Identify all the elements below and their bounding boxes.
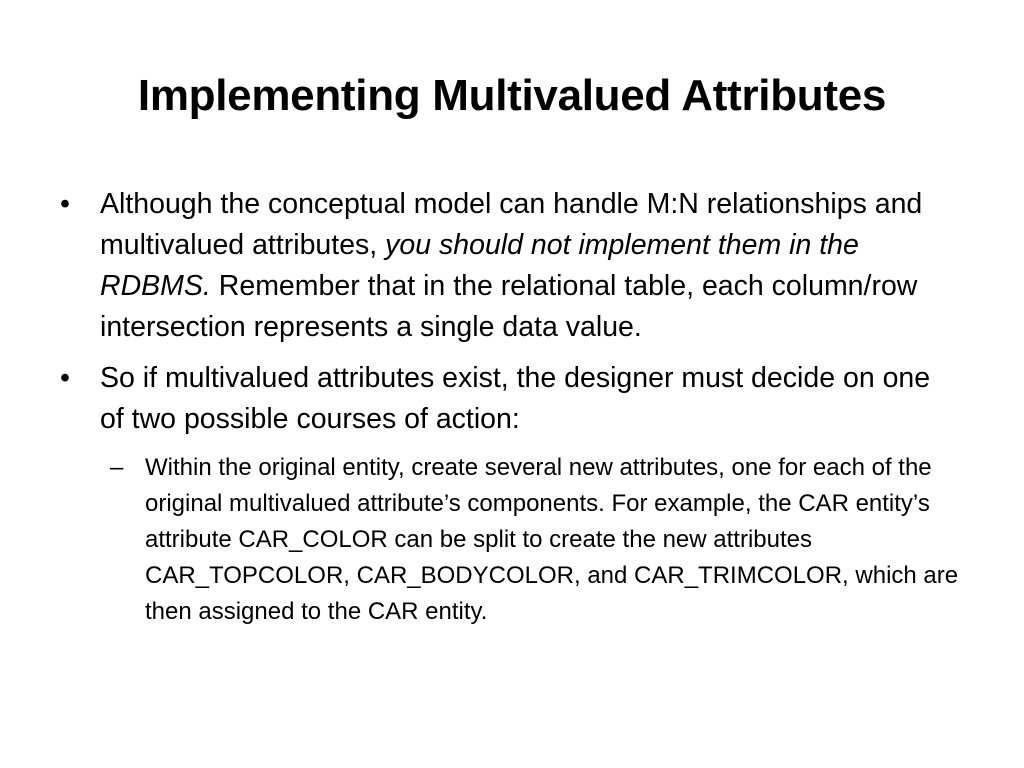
bullet-item	[58, 358, 958, 440]
bullet-text: Although the conceptual model can handle M:N relationships and multivalued attributes,	[100, 188, 923, 261]
bullet-marker: •	[60, 362, 70, 394]
sub-bullet-text: Within the original entity, create several new attributes, one for each of the original multivalued attribute’s components. For example, the CAR entity’s attribute CAR_COLOR can be split to create the new attributes CAR_TOPCOLOR, CAR_BODYCOLOR, and CAR_TRIMCOLOR, which are then assigned to the CAR entity.	[145, 454, 959, 625]
slide-content	[58, 184, 958, 630]
slide-title: Implementing Multivalued Attributes	[137, 71, 887, 120]
bullet-text: So if multivalued attributes exist, the designer must decide on one of two possible courses of action:	[100, 362, 931, 435]
bullet-item	[58, 184, 958, 348]
bullet-emphasis-text: you should not implement them in the RDBMS.	[100, 229, 859, 302]
sub-bullet-item	[100, 450, 975, 630]
bullet-marker: •	[60, 188, 70, 220]
bullet-text-continued: Remember that in the relational table, each column/row intersection represents a single data value.	[100, 270, 918, 343]
dash-marker: –	[110, 454, 124, 481]
